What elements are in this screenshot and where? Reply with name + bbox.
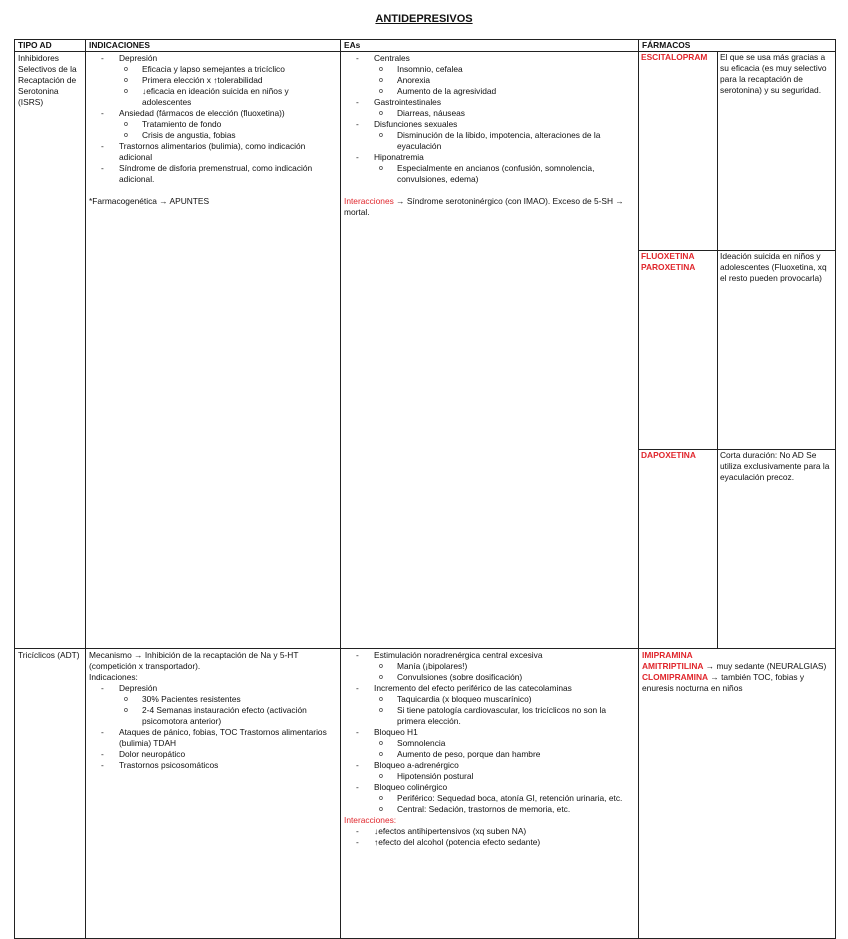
list-item-text: Bloqueo colinérgico bbox=[374, 782, 448, 792]
drug-name: ESCITALOPRAM bbox=[639, 52, 718, 251]
drug-line bbox=[642, 650, 832, 661]
sub-item: o Crisis de angustia, fobias bbox=[119, 130, 337, 141]
drug-description: Ideación suicida en niños y adolescentes (Fluoxetina, xq el resto pueden provocarla) bbox=[718, 251, 836, 450]
list-item-text: Estimulación noradrenérgica central excesiva bbox=[374, 650, 543, 660]
list-item: - Dolor neuropático bbox=[89, 749, 337, 760]
list-item bbox=[344, 683, 635, 727]
indicaciones-label: Indicaciones: bbox=[89, 672, 138, 682]
list-item-text: Centrales bbox=[374, 53, 410, 63]
drug-name: FLUOXETINA PAROXETINA bbox=[639, 251, 718, 450]
list-item-text: Hiponatremia bbox=[374, 152, 424, 162]
mecanismo-text: Mecanismo → Inhibición de la recaptación de Na y 5-HT (competición x transportador). bbox=[89, 650, 299, 671]
header-farmacos: FÁRMACOS bbox=[639, 40, 836, 52]
sub-item: o Especialmente en ancianos (confusión, somnolencia, convulsiones, edema) bbox=[374, 163, 635, 185]
farmacos-cell bbox=[639, 649, 836, 939]
list-item bbox=[89, 108, 337, 141]
sub-item: o Insomnio, cefalea bbox=[374, 64, 635, 75]
list-item: - Síndrome de disforia premenstrual, como indicación adicional. bbox=[89, 163, 337, 185]
drugs-subtable bbox=[639, 52, 835, 648]
interacciones-label: Interacciones bbox=[344, 196, 394, 206]
sub-item: o Tratamiento de fondo bbox=[119, 119, 337, 130]
sub-item: o 30% Pacientes resistentes bbox=[119, 694, 337, 705]
list-item: - Ataques de pánico, fobias, TOC Trastornos alimentarios (bulimia) TDAH bbox=[89, 727, 337, 749]
sub-item: o Si tiene patología cardiovascular, los tricíclicos no son la primera elección. bbox=[374, 705, 635, 727]
interacciones-label: Interacciones: bbox=[344, 815, 397, 825]
list-item bbox=[89, 53, 337, 108]
list-item: - ↑efecto del alcohol (potencia efecto sedante) bbox=[344, 837, 635, 848]
drug-description: Corta duración: No AD Se utiliza exclusivamente para la eyaculación precoz. bbox=[718, 450, 836, 649]
sub-item: o Anorexia bbox=[374, 75, 635, 86]
farmacos-cell bbox=[639, 52, 836, 649]
sub-item: o Aumento de la agresividad bbox=[374, 86, 635, 97]
list-item bbox=[344, 97, 635, 119]
list-item-text: Incremento del efecto periférico de las catecolaminas bbox=[374, 683, 572, 693]
indicaciones-cell bbox=[86, 52, 341, 649]
list-item-text: Depresión bbox=[119, 683, 158, 693]
list-item bbox=[344, 727, 635, 760]
list-item bbox=[344, 152, 635, 185]
list-item: - ↓efectos antihipertensivos (xq suben NA) bbox=[344, 826, 635, 837]
eas-cell bbox=[341, 52, 639, 649]
indicaciones-cell bbox=[86, 649, 341, 939]
sub-item: o Periférico: Sequedad boca, atonía GI, retención urinaria, etc. bbox=[374, 793, 635, 804]
sub-item: o ↓eficacia en ideación suicida en niños y adolescentes bbox=[119, 86, 337, 108]
drug-name: AMITRIPTILINA bbox=[642, 661, 704, 671]
list-item-text: Bloqueo a-adrenérgico bbox=[374, 760, 459, 770]
list-item-text: Bloqueo H1 bbox=[374, 727, 418, 737]
antidepressants-table bbox=[14, 39, 836, 939]
drug-row bbox=[639, 52, 835, 251]
header-tipo: TIPO AD bbox=[15, 40, 86, 52]
document-title: ANTIDEPRESIVOS bbox=[375, 13, 473, 25]
sub-item: o Hipotensión postural bbox=[374, 771, 635, 782]
drug-line bbox=[642, 672, 832, 694]
farmacogenetica-note: *Farmacogenética → APUNTES bbox=[89, 196, 210, 206]
list-item-text: Disfunciones sexuales bbox=[374, 119, 458, 129]
sub-item: o Eficacia y lapso semejantes a tricíclico bbox=[119, 64, 337, 75]
sub-item: o Convulsiones (sobre dosificación) bbox=[374, 672, 635, 683]
drug-row bbox=[639, 251, 835, 450]
header-row bbox=[15, 40, 836, 52]
drug-name: CLOMIPRAMINA bbox=[642, 672, 709, 682]
tipo-cell: Inhibidores Selectivos de la Recaptación de Serotonina (ISRS) bbox=[15, 52, 86, 649]
header-eas: EAs bbox=[341, 40, 639, 52]
list-item bbox=[344, 650, 635, 683]
drug-description: → también TOC, fobias y enuresis nocturna en niños bbox=[642, 672, 805, 693]
drug-name: IMIPRAMINA bbox=[642, 650, 693, 660]
interacciones-text: → Síndrome serotoninérgico (con IMAO). Exceso de 5-SH → mortal. bbox=[344, 196, 624, 217]
drug-row bbox=[639, 450, 835, 649]
tipo-cell: Tricíclicos (ADT) bbox=[15, 649, 86, 939]
drug-line bbox=[642, 661, 832, 672]
sub-item: o Central: Sedación, trastornos de memoria, etc. bbox=[374, 804, 635, 815]
list-item bbox=[344, 760, 635, 782]
list-item-text: Ansiedad (fármacos de elección (fluoxetina)) bbox=[119, 108, 285, 118]
list-item: - Trastornos alimentarios (bulimia), como indicación adicional bbox=[89, 141, 337, 163]
sub-item: o Disminución de la libido, impotencia, alteraciones de la eyaculación bbox=[374, 130, 635, 152]
list-item bbox=[344, 119, 635, 152]
header-indicaciones: INDICACIONES bbox=[86, 40, 341, 52]
list-item-text: Gastrointestinales bbox=[374, 97, 442, 107]
sub-item: o Taquicardia (x bloqueo muscarínico) bbox=[374, 694, 635, 705]
eas-cell bbox=[341, 649, 639, 939]
sub-item: o Somnolencia bbox=[374, 738, 635, 749]
list-item-text: Depresión bbox=[119, 53, 158, 63]
drug-description: El que se usa más gracias a su eficacia (es muy selectivo para la recaptación de serotonina) y su seguridad. bbox=[720, 52, 827, 95]
list-item: - Trastornos psicosomáticos bbox=[89, 760, 337, 771]
sub-item: o 2-4 Semanas instauración efecto (activación psicomotora anterior) bbox=[119, 705, 337, 727]
interacciones-line bbox=[344, 196, 635, 218]
table-row bbox=[15, 52, 836, 649]
sub-item: o Aumento de peso, porque dan hambre bbox=[374, 749, 635, 760]
list-item bbox=[89, 683, 337, 727]
drug-description: → muy sedante (NEURALGIAS) bbox=[703, 661, 827, 671]
drug-name: DAPOXETINA bbox=[639, 450, 718, 649]
sub-item: o Primera elección x ↑tolerabilidad bbox=[119, 75, 337, 86]
list-item bbox=[344, 53, 635, 97]
table-row bbox=[15, 649, 836, 939]
sub-item: o Manía (¡bipolares!) bbox=[374, 661, 635, 672]
sub-item: o Diarreas, náuseas bbox=[374, 108, 635, 119]
list-item bbox=[344, 782, 635, 815]
